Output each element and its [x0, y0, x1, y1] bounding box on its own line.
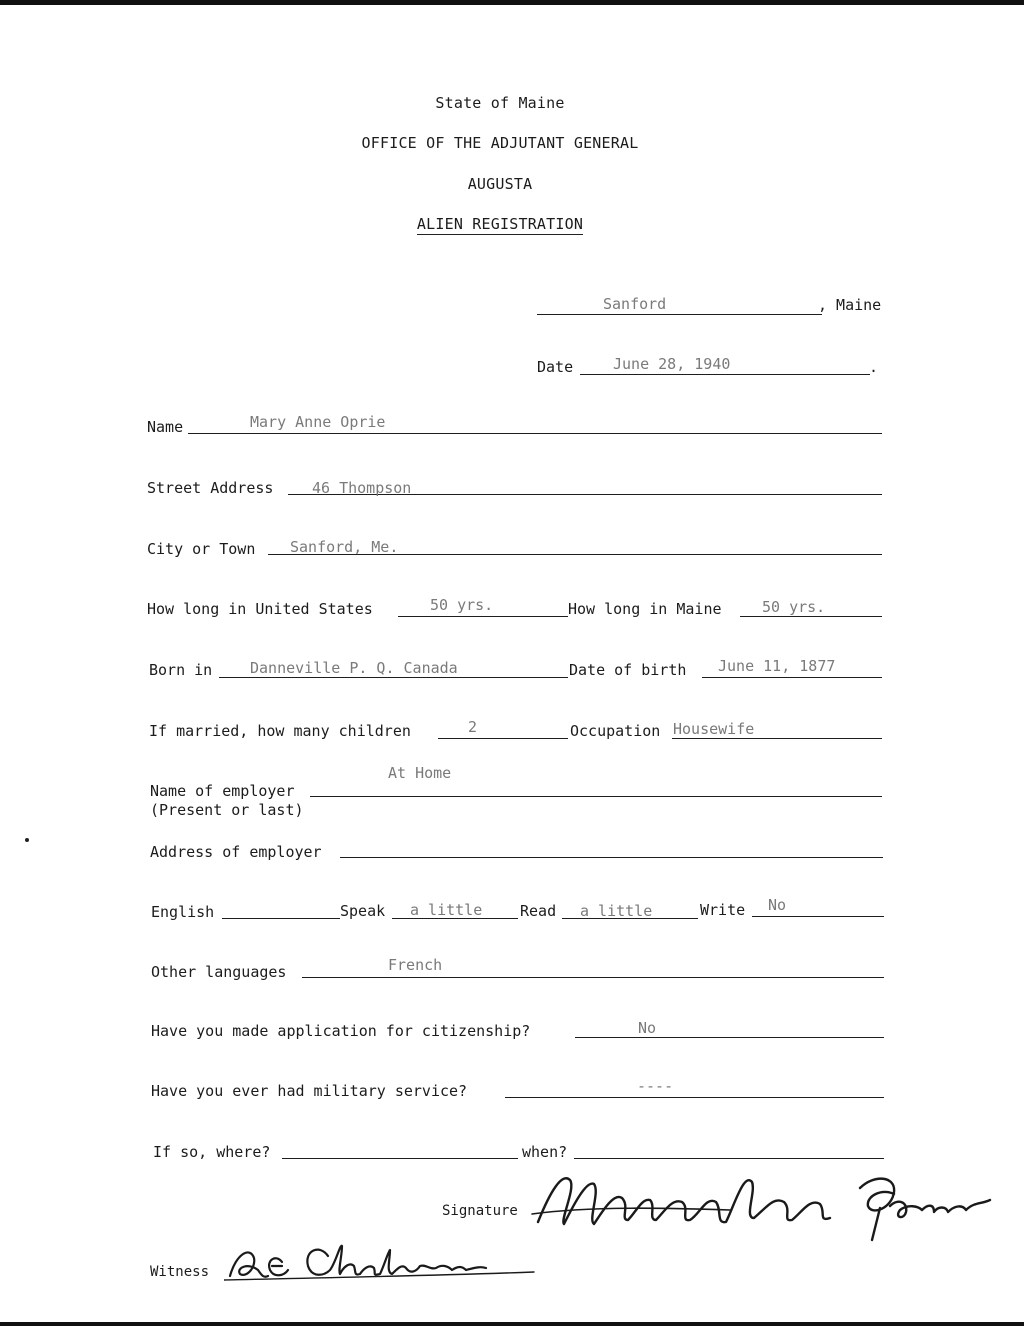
other-languages-value: French — [388, 956, 443, 974]
employer-address-line — [340, 857, 883, 858]
scan-top-border — [0, 0, 1024, 5]
write-label: Write — [700, 901, 746, 919]
place-line — [537, 314, 822, 315]
military-line — [505, 1097, 884, 1098]
date-label: Date — [537, 358, 574, 376]
born-in-label: Born in — [149, 661, 213, 679]
place-suffix: , Maine — [818, 296, 882, 314]
form-title-text: ALIEN REGISTRATION — [416, 215, 584, 233]
us-duration-value: 50 yrs. — [430, 596, 494, 614]
name-value: Mary Anne Oprie — [250, 413, 386, 431]
other-languages-line — [302, 977, 884, 978]
city-label: City or Town — [147, 540, 256, 558]
english-line — [222, 918, 340, 919]
when-label: when? — [522, 1143, 568, 1161]
military-value: ---- — [637, 1077, 674, 1095]
children-line — [438, 738, 568, 739]
employer-line — [310, 796, 882, 797]
state-heading: State of Maine — [435, 94, 565, 112]
other-languages-label: Other languages — [151, 963, 287, 981]
employer-address-label: Address of employer — [150, 843, 322, 861]
office-heading: OFFICE OF THE ADJUTANT GENERAL — [361, 134, 639, 152]
occupation-line — [672, 738, 882, 739]
write-value: No — [768, 896, 787, 914]
city-value: Sanford, Me. — [290, 538, 399, 556]
witness-label: Witness — [150, 1264, 210, 1280]
where-label: If so, where? — [153, 1143, 271, 1161]
us-duration-line — [398, 616, 568, 617]
maine-duration-value: 50 yrs. — [762, 598, 826, 616]
when-line — [574, 1158, 884, 1159]
citizenship-label: Have you made application for citizenship? — [151, 1022, 531, 1040]
children-label: If married, how many children — [149, 722, 411, 740]
street-label: Street Address — [147, 479, 274, 497]
dob-line — [702, 677, 882, 678]
write-line — [752, 916, 884, 917]
signature-image — [530, 1162, 1000, 1242]
us-duration-label: How long in United States — [147, 600, 373, 618]
form-title — [0, 215, 1000, 233]
employer-sublabel: (Present or last) — [150, 801, 304, 819]
speak-value: a little — [410, 901, 483, 919]
date-line — [580, 374, 870, 375]
dob-value: June 11, 1877 — [718, 657, 836, 675]
citizenship-line — [575, 1037, 884, 1038]
scan-speck — [25, 838, 29, 842]
where-line — [282, 1158, 518, 1159]
street-value: 46 Thompson — [312, 479, 412, 497]
occupation-value: Housewife — [673, 720, 755, 738]
citizenship-value: No — [638, 1019, 657, 1037]
date-value: June 28, 1940 — [613, 355, 731, 373]
occupation-label: Occupation — [570, 722, 661, 740]
read-label: Read — [520, 902, 557, 920]
children-value: 2 — [468, 718, 478, 736]
city-heading: AUGUSTA — [467, 175, 533, 193]
witness-signature-image — [224, 1236, 544, 1286]
scan-bottom-border — [0, 1322, 1024, 1326]
name-line — [188, 433, 882, 434]
maine-duration-label: How long in Maine — [568, 600, 722, 618]
employer-label: Name of employer — [150, 782, 295, 800]
born-in-line — [219, 677, 568, 678]
maine-duration-line — [740, 616, 882, 617]
signature-label: Signature — [442, 1203, 518, 1219]
military-label: Have you ever had military service? — [151, 1082, 468, 1100]
speak-label: Speak — [340, 902, 386, 920]
born-in-value: Danneville P. Q. Canada — [250, 659, 458, 677]
employer-value: At Home — [388, 764, 452, 782]
place-value: Sanford — [603, 295, 667, 313]
dob-label: Date of birth — [569, 661, 687, 679]
date-end: . — [869, 358, 879, 376]
english-label: English — [151, 903, 215, 921]
read-value: a little — [580, 902, 653, 920]
name-label: Name — [147, 418, 184, 436]
